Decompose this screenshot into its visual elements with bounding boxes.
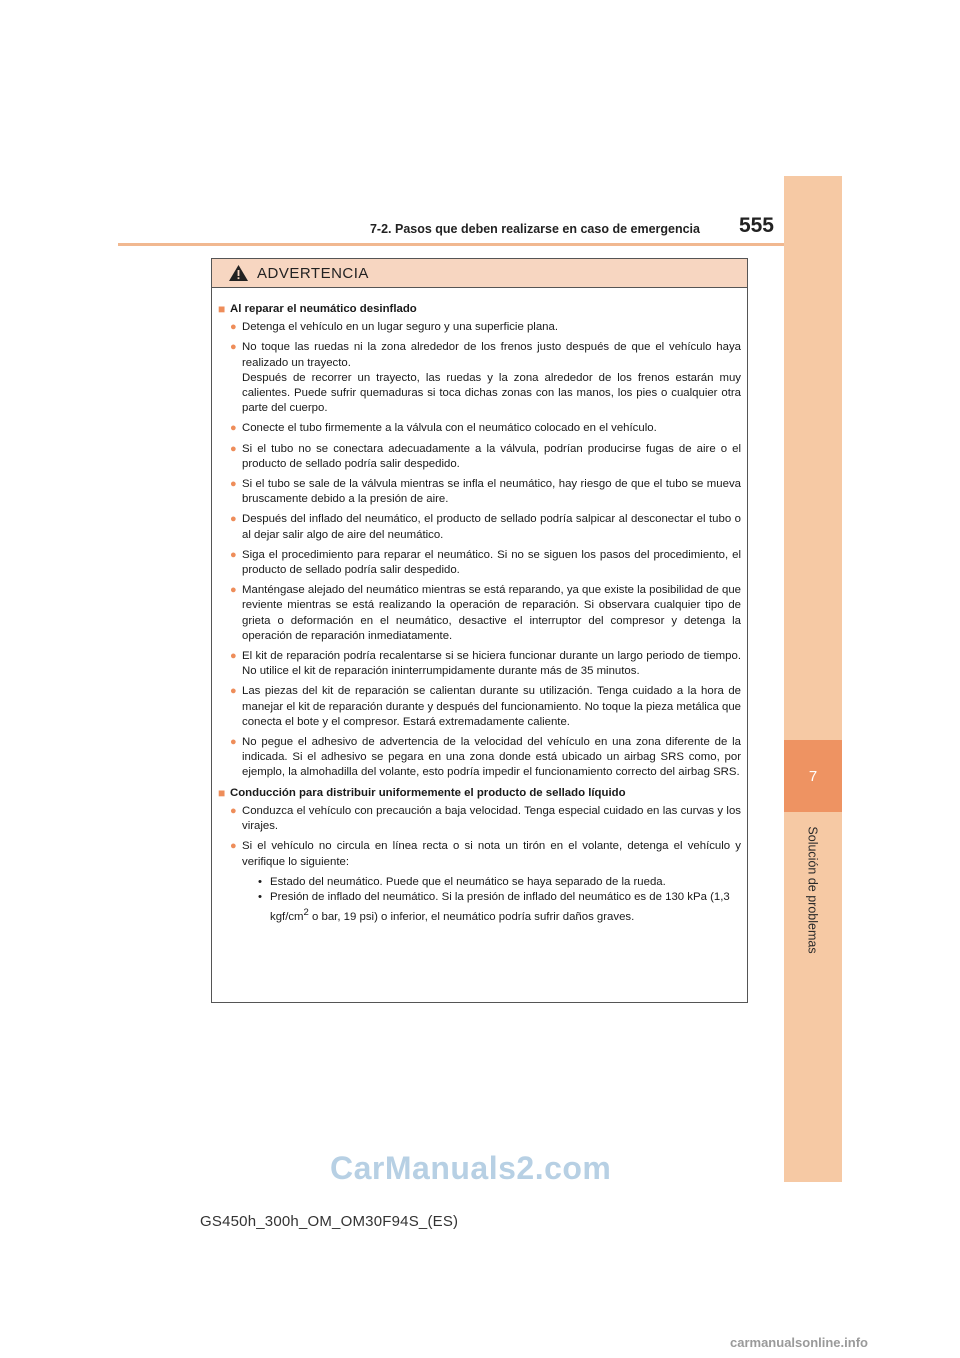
section-heading-text: Al reparar el neumático desinflado: [230, 303, 417, 315]
superscript: 2: [303, 907, 309, 919]
list-item: [230, 320, 741, 335]
list-item-text: Manténgase alejado del neumático mientras se está reparando, ya que existe la posibilidad de que reviente mientras se está realizando la operación de reparación. Si observara cualquier tipo de grieta o deformación en el neumático, desactive el interruptor del compresor y detenga la operación de reparación inmediatamente.: [242, 584, 741, 642]
bullet-dot-icon: ●: [230, 685, 237, 698]
section-title: 7-2. Pasos que deben realizarse en caso de emergencia: [369, 222, 700, 236]
bullet-dot-icon: ●: [230, 584, 237, 597]
list-item-text: Después del inflado del neumático, el producto de sellado podría salpicar al desconectar el tubo o al dejar salir algo de aire del neumático.: [242, 513, 741, 541]
sub-item-text-post: o bar, 19 psi) o inferior, el neumático podría sufrir daños graves.: [308, 910, 635, 923]
list-item-text: Siga el procedimiento para reparar el neumático. Si no se siguen los pasos del procedimiento, el producto de sellado podría salir despedido.: [242, 548, 741, 577]
bullet-dot-icon: ●: [230, 478, 237, 491]
bullet-dot-icon: ●: [230, 341, 237, 354]
section-heading: [218, 302, 741, 317]
sub-bullet-icon: •: [258, 875, 262, 888]
list-item: [230, 649, 741, 679]
list-item-text: Conduzca el vehículo con precaución a baja velocidad. Tenga especial cuidado en las curvas y los virajes.: [242, 804, 741, 833]
chapter-label-text: Solución de problemas: [806, 826, 821, 954]
section-heading: [218, 786, 741, 801]
list-item-text: Si el tubo se sale de la válvula mientras se infla el neumático, hay riesgo de que el tubo se mueva bruscamente debido a la presión de aire.: [242, 478, 741, 506]
list-item-text: No pegue el adhesivo de advertencia de la velocidad del vehículo en una zona diferente de la indicada. Si el adhesivo se pegara en una zona donde está ubicado un airbag SRS como, por ejemplo, la almohadilla del volante, esto podría impedir el funcionamiento correcto del airbag SRS.: [242, 736, 741, 779]
section-heading-text: Conducción para distribuir uniformemente el producto de sellado líquido: [230, 786, 626, 799]
bullet-dot-icon: ●: [230, 804, 237, 817]
list-item: [230, 340, 741, 416]
list-item-text-continued: Después de recorrer un trayecto, las ruedas y la zona alrededor de los frenos estarán muy calientes. Puede sufrir quemaduras si toca dichas zonas con las manos, los pies o cualquier otra parte del cuerpo.: [242, 371, 741, 415]
sub-item-text: [270, 890, 741, 925]
document-code: GS450h_300h_OM_OM30F94S_(ES): [200, 1213, 459, 1230]
bullet-dot-icon: ●: [230, 736, 237, 749]
sub-item: [258, 890, 741, 925]
sub-item: [258, 875, 741, 890]
list-item-text: Si el tubo no se conectara adecuadamente a la válvula, podrían producirse fugas de aire o el producto de sellado podría salir despedido.: [242, 442, 741, 470]
bullet-dot-icon: ●: [230, 840, 237, 853]
sub-bullet-icon: •: [258, 890, 262, 903]
warning-header: [212, 259, 747, 288]
warning-body: [212, 288, 747, 925]
list-item-text: Las piezas del kit de reparación se calientan durante su utilización. Tenga cuidado a la hora de manejar el kit de reparación durante y después del funcionamiento. No toque la pieza metálica que conecta el bote y el compresor. Estará extremadamente caliente.: [242, 685, 741, 728]
list-item: [230, 735, 741, 781]
list-item: [230, 583, 741, 644]
bullet-dot-icon: ●: [230, 650, 237, 663]
list-item-text-line: No toque las ruedas ni la zona alrededor de los frenos justo después de que el vehículo haya realizado un trayecto.: [242, 341, 741, 369]
list-item: [230, 804, 741, 834]
square-bullet-icon: ■: [218, 785, 226, 800]
sub-item-text-pre: Presión de inflado del neumático. Si la presión de inflado del neumático es de 130 kPa (1,3 kgf/cm: [270, 890, 730, 923]
list-item: [230, 477, 741, 507]
bullet-dot-icon: ●: [230, 422, 237, 435]
warning-triangle-icon: [228, 264, 249, 282]
header-rule: [118, 243, 784, 246]
list-item: [230, 512, 741, 542]
sub-item-text: Estado del neumático. Puede que el neumático se haya separado de la rueda.: [270, 875, 666, 888]
list-item-text: Conecte el tubo firmemente a la válvula con el neumático colocado en el vehículo.: [242, 422, 657, 435]
bullet-dot-icon: ●: [230, 513, 237, 526]
side-tab: [784, 176, 842, 1182]
watermark: CarManuals2.com: [330, 1150, 612, 1186]
square-bullet-icon: ■: [218, 302, 226, 316]
list-item: [230, 442, 741, 472]
list-item: [230, 421, 741, 436]
warning-box: [211, 258, 748, 1003]
list-item-text: Si el vehículo no circula en línea recta o si nota un tirón en el volante, detenga el vehículo y verifique lo siguiente:: [242, 840, 741, 868]
chapter-label: [784, 815, 842, 965]
warning-title: ADVERTENCIA: [257, 264, 369, 282]
list-item-text: [242, 340, 741, 416]
page-number: 555: [738, 214, 774, 237]
chapter-number: 7: [784, 740, 842, 812]
site-watermark: carmanualsonline.info: [730, 1335, 868, 1350]
bullet-dot-icon: ●: [230, 442, 237, 455]
list-item: [230, 684, 741, 730]
bullet-dot-icon: ●: [230, 321, 237, 334]
list-item-text: El kit de reparación podría recalentarse si se hiciera funcionar durante un largo periodo de tiempo. No utilice el kit de reparación ininterrumpidamente durante más de 35 minutos.: [242, 650, 741, 678]
list-item: [230, 839, 741, 869]
list-item: [230, 548, 741, 578]
list-item-text: Detenga el vehículo en un lugar seguro y una superficie plana.: [242, 321, 558, 334]
bullet-dot-icon: ●: [230, 548, 237, 561]
